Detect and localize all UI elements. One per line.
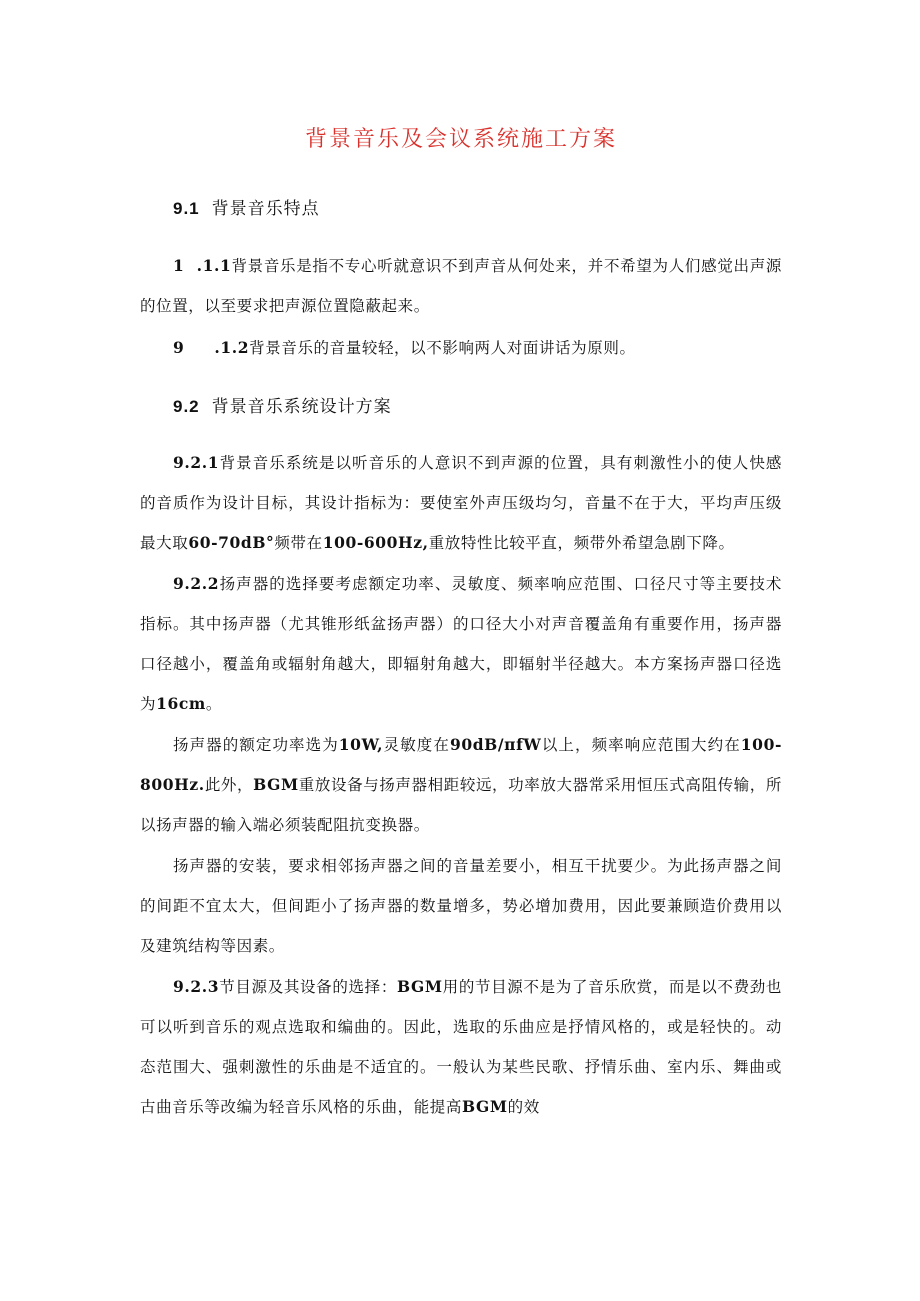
diameter-value: 16cm (156, 694, 206, 713)
paragraph-text: 。 (205, 695, 223, 713)
paragraph-number: 9 .1.2 (173, 338, 250, 357)
bgm-term: BGM (462, 1097, 508, 1116)
section-heading-9-2 (173, 392, 392, 417)
paragraph-9-2-3 (140, 967, 782, 1127)
paragraph-text: 扬声器的选择要考虑额定功率、灵敏度、频率响应范围、口径尺寸等主要技术指标。其中扬声器（尤其锥形纸盆扬声器）的口径大小对声音覆盖角有重要作用，扬声器口径越小，覆盖角或辐射角越大，即辐射角越大，即辐射半径越大。本方案扬声器口径选为 (140, 575, 782, 713)
paragraph-text: 重放特性比较平直，频带外希望急剧下降。 (428, 534, 735, 552)
paragraph-text: 以上，频率响应范围大约在 (541, 736, 741, 754)
paragraph-text: 的效 (507, 1098, 540, 1116)
section-number: 9.1 (173, 199, 200, 218)
paragraph-text: 用的节目源不是为了音乐欣赏，而是以不费劲也可以听到音乐的观点选取和编曲的。因此，选取的乐曲应是抒情风格的，或是轻快的。动态范围大、强刺激性的乐曲是不适宜的。一般认为某些民歌、抒情乐曲、室内乐、舞曲或古曲音乐等改编为轻音乐风格的乐曲，能提高 (140, 978, 782, 1116)
page-title: 背景音乐及会议系统施工方案 (304, 127, 617, 152)
paragraph-text: 扬声器的安装，要求相邻扬声器之间的音量差要小，相互干扰要少。为此扬声器之间的间距不宜太大，但间距小了扬声器的数量增多，势必增加费用，因此要兼顾造价费用以及建筑结构等因素。 (140, 857, 782, 955)
paragraph-number: 9.2.2 (173, 574, 220, 593)
section-label: 背景音乐系统设计方案 (211, 397, 392, 417)
frequency-value: 100-800Hz. (140, 735, 782, 794)
spl-value: 60-70dB° (188, 533, 275, 552)
paragraph-speaker-power (140, 725, 782, 845)
paragraph-text: 背景音乐系统是以听音乐的人意识不到声源的位置，具有刺激性小的使人快感的音质作为设计目标，其设计指标为：要使室外声压级均匀，音量不在于大，平均声压级最大取 (140, 454, 782, 552)
power-value: 10W, (338, 735, 384, 754)
paragraph-text: 背景音乐是指不专心听就意识不到声音从何处来，并不希望为人们感觉出声源的位置，以至要求把声源位置隐蔽起来。 (140, 257, 783, 315)
paragraph-number: 9.2.1 (173, 453, 220, 472)
section-heading-9-1 (173, 194, 320, 219)
bgm-term: BGM (253, 775, 299, 794)
sensitivity-value: 90dB/πfW (449, 735, 542, 754)
paragraph-9-2-2 (140, 564, 782, 724)
paragraph-speaker-install (140, 846, 782, 966)
paragraph-9-1-2 (140, 328, 782, 368)
paragraph-text: 节目源及其设备的选择： (219, 978, 397, 996)
section-label: 背景音乐特点 (211, 199, 320, 219)
paragraph-text: 灵敏度在 (383, 736, 450, 754)
paragraph-text: 此外， (204, 776, 254, 794)
band-value: 100-600Hz, (322, 533, 429, 552)
paragraph-text: 扬声器的额定功率选为 (173, 736, 339, 754)
bgm-term: BGM (397, 977, 443, 996)
paragraph-9-1-1 (140, 246, 782, 326)
paragraph-number: 1 .1.1 (173, 256, 232, 275)
section-number: 9.2 (173, 397, 200, 416)
paragraph-9-2-1 (140, 443, 782, 563)
paragraph-number: 9.2.3 (173, 977, 220, 996)
paragraph-text: 频带在 (274, 534, 323, 552)
paragraph-text: 重放设备与扬声器相距较远，功率放大器常采用恒压式高阻传输，所以扬声器的输入端必须装配阻抗变换器。 (140, 776, 782, 834)
paragraph-text: 背景音乐的音量较轻，以不影响两人对面讲话为原则。 (249, 339, 636, 357)
